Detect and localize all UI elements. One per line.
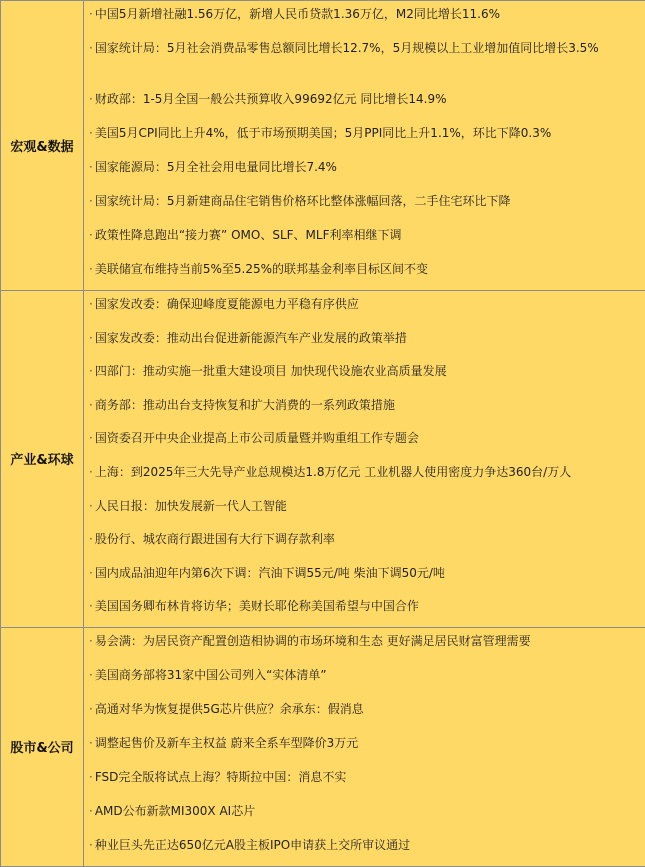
- category-cell: [1, 291, 84, 628]
- news-item: · 国资委召开中央企业提高上市公司质量暨并购重组工作专题会: [84, 425, 645, 459]
- news-item: · AMD公布新款MI300X AI芯片: [84, 798, 645, 832]
- news-item: · 四部门：推动实施一批重大建设项目 加快现代设施农业高质量发展: [84, 358, 645, 392]
- section-row-macro: [1, 1, 645, 291]
- news-item: · 政策性降息跑出“接力赛” OMO、SLF、MLF利率相继下调: [84, 222, 645, 256]
- news-item: · 国家发改委：推动出台促进新能源汽车产业发展的政策举措: [84, 325, 645, 359]
- category-label: 股市&公司: [10, 741, 73, 756]
- news-item: · 美国商务部将31家中国公司列入“实体清单”: [84, 662, 645, 696]
- section-row-industry: [1, 291, 645, 628]
- news-item: · FSD完全版将试点上海？特斯拉中国：消息不实: [84, 764, 645, 798]
- news-item: · 美联储宣布维持当前5%至5.25%的联邦基金利率目标区间不变: [84, 256, 645, 290]
- news-item: · 中国5月新增社融1.56万亿，新增人民币贷款1.36万亿，M2同比增长11.6%: [84, 1, 645, 35]
- news-item: · 种业巨头先正达650亿元A股主板IPO申请获上交所审议通过: [84, 832, 645, 866]
- news-item: · 股份行、城农商行跟进国有大行下调存款利率: [84, 526, 645, 560]
- news-item: · 美国国务卿布林肯将访华；美财长耶伦称美国希望与中国合作: [84, 593, 645, 627]
- news-item: · 财政部：1-5月全国一般公共预算收入99692亿元 同比增长14.9%: [84, 86, 645, 120]
- items-cell: [84, 1, 645, 291]
- news-item: · 上海：到2025年三大先导产业总规模达1.8万亿元 工业机器人使用密度力争达360台/万人: [84, 459, 645, 493]
- items-cell: [84, 627, 645, 866]
- news-item: · 人民日报：加快发展新一代人工智能: [84, 493, 645, 527]
- news-item: · 调整起售价及新车主权益 蔚来全系车型降价3万元: [84, 730, 645, 764]
- category-cell: [1, 1, 84, 291]
- news-item: · 国家统计局：5月社会消费品零售总额同比增长12.7%，5月规模以上工业增加值同比增长3.5%: [84, 35, 645, 86]
- news-item: · 国家统计局：5月新建商品住宅销售价格环比整体涨幅回落，二手住宅环比下降: [84, 188, 645, 222]
- news-item: · 国内成品油迎年内第6次下调：汽油下调55元/吨 柴油下调50元/吨: [84, 560, 645, 594]
- news-item: · 易会满：为居民资产配置创造相协调的市场环境和生态 更好满足居民财富管理需要: [84, 628, 645, 662]
- items-cell: [84, 291, 645, 628]
- section-row-market: [1, 627, 645, 866]
- news-item: · 国家发改委：确保迎峰度夏能源电力平稳有序供应: [84, 291, 645, 325]
- news-item: · 美国5月CPI同比上升4%，低于市场预期美国；5月PPI同比上升1.1%，环比下降0.3%: [84, 120, 645, 154]
- news-item: · 国家能源局：5月全社会用电量同比增长7.4%: [84, 154, 645, 188]
- category-label: 宏观&数据: [10, 140, 73, 155]
- news-item: · 高通对华为恢复提供5G芯片供应？余承东：假消息: [84, 696, 645, 730]
- category-cell: [1, 627, 84, 866]
- news-item: · 商务部：推动出台支持恢复和扩大消费的一系列政策措施: [84, 392, 645, 426]
- category-label: 产业&环球: [10, 453, 73, 468]
